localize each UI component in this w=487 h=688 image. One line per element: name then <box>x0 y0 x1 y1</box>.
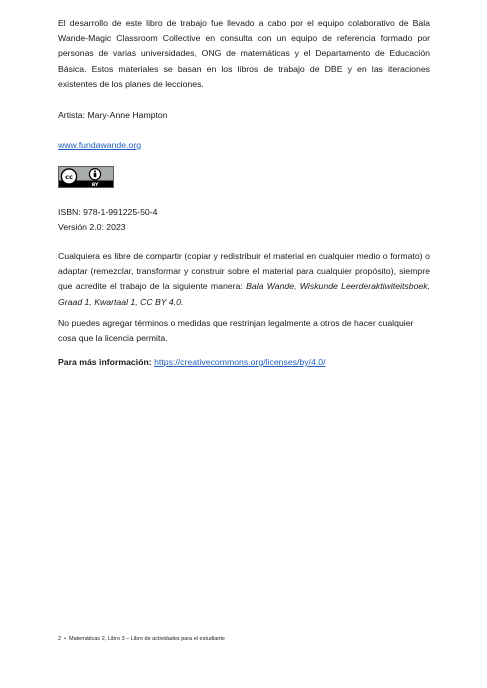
website-link[interactable]: www.fundawande.org <box>58 140 142 150</box>
share-citation: Bala Wande, Wiskunde Leerderaktiwiteitsboek, Graad 1, Kwartaal 1, CC BY 4.0. <box>58 281 430 307</box>
svg-text:cc: cc <box>65 173 73 181</box>
more-info-line <box>58 355 430 370</box>
footer-bullet: • <box>64 636 66 642</box>
version-line: Versión 2.0: 2023 <box>58 222 126 232</box>
website-line <box>58 138 430 153</box>
share-paragraph <box>58 249 430 310</box>
footer-title: Matemáticas 2, Libro 3 – Libro de actividades para el estudiante <box>69 636 225 642</box>
intro-paragraph: El desarrollo de este libro de trabajo fue llevado a cabo por el equipo colaborativo de Bala Wande-Magic Classroom Collective en consulta con un equipo de referencia formado por personas de varias universidades, ONG de matemáticas y el Departamento de Educación Básica. Estos materiales se basan en los libros de trabajo de DBE y en las iteraciones existentes de los planes de lecciones. <box>58 18 430 89</box>
cc-by-license-badge[interactable] <box>58 166 114 188</box>
artist-credit: Artista: Mary-Anne Hampton <box>58 110 168 120</box>
license-url-link[interactable]: https://creativecommons.org/licenses/by/4.0/ <box>154 357 326 367</box>
restriction-paragraph: No puedes agregar términos o medidas que restrinjan legalmente a otros de hacer cualquier cosa que la licencia permita. <box>58 318 414 344</box>
cc-by-label: BY <box>91 182 99 187</box>
share-text: Cualquiera es libre de compartir (copiar y redistribuir el material en cualquier medio o formato) o adaptar (remezclar, transformar y construir sobre el material para cualquier propósito), siempre que acredite el trabajo de la siguiente manera: <box>58 251 430 292</box>
footer-page-number: 2 <box>58 636 62 642</box>
more-info-label: Para más información: <box>58 357 155 367</box>
cc-by-icon <box>59 167 113 187</box>
isbn-line: ISBN: 978-1-991225-50-4 <box>58 207 158 217</box>
page-footer <box>58 635 225 643</box>
